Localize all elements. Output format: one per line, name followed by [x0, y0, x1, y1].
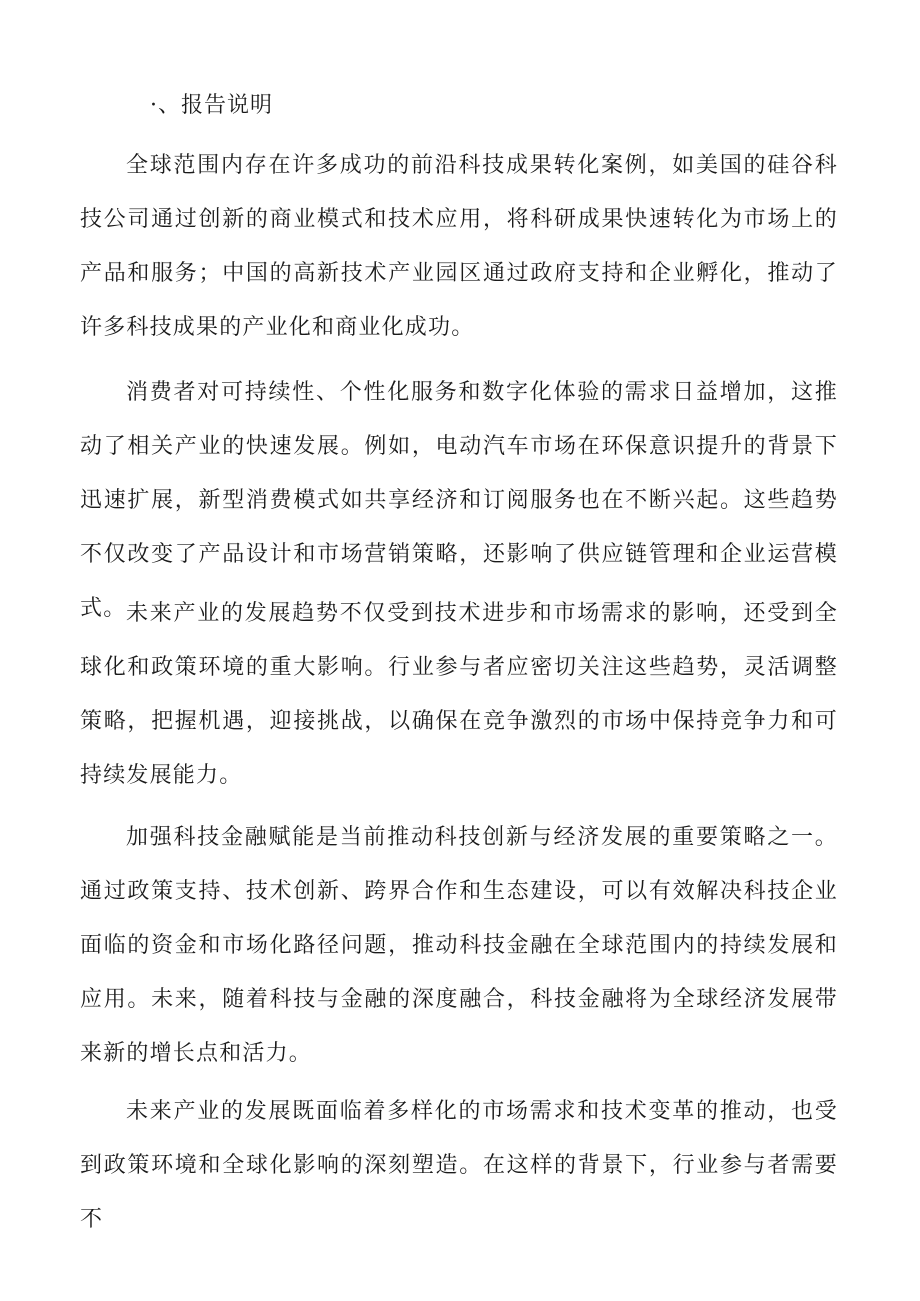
paragraph-future-industry: 未来产业的发展既面临着多样化的市场需求和技术变革的推动，也受到政策环境和全球化影响的深刻塑造。在这样的背景下，行业参与者需要不	[80, 1099, 838, 1232]
paragraph-tech-finance: 加强科技金融赋能是当前推动科技创新与经济发展的重要策略之一。通过政策支持、技术创新、跨界合作和生态建设，可以有效解决科技企业面临的资金和市场化路径问题，推动科技金融在全球范围内的持续发展和应用。未来，随着科技与金融的深度融合，科技金融将为全球经济发展带来新的增长点和活力。	[80, 825, 838, 1066]
paragraph-success-cases: 全球范围内存在许多成功的前沿科技成果转化案例，如美国的硅谷科技公司通过创新的商业模式和技术应用，将科研成果快速转化为市场上的产品和服务；中国的高新技术产业园区通过政府支持和企业孵化，推动了许多科技成果的产业化和商业化成功。	[80, 153, 838, 340]
paragraph-consumer-demand: 消费者对可持续性、个性化服务和数字化体验的需求日益增加，这推动了相关产业的快速发展。例如，电动汽车市场在环保意识提升的背景下迅速扩展，新型消费模式如共享经济和订阅服务也在不断兴起。这些趋势不仅改变了产品设计和市场营销策略，还影响了供应链管理和企业运营模式。	[80, 380, 838, 621]
paragraph-industry-trends: 未来产业的发展趋势不仅受到技术进步和市场需求的影响，还受到全球化和政策环境的重大影响。行业参与者应密切关注这些趋势，灵活调整策略，把握机遇，迎接挑战，以确保在竞争激烈的市场中保持竞争力和可持续发展能力。	[80, 601, 838, 788]
section-heading: ·、报告说明	[150, 93, 273, 118]
